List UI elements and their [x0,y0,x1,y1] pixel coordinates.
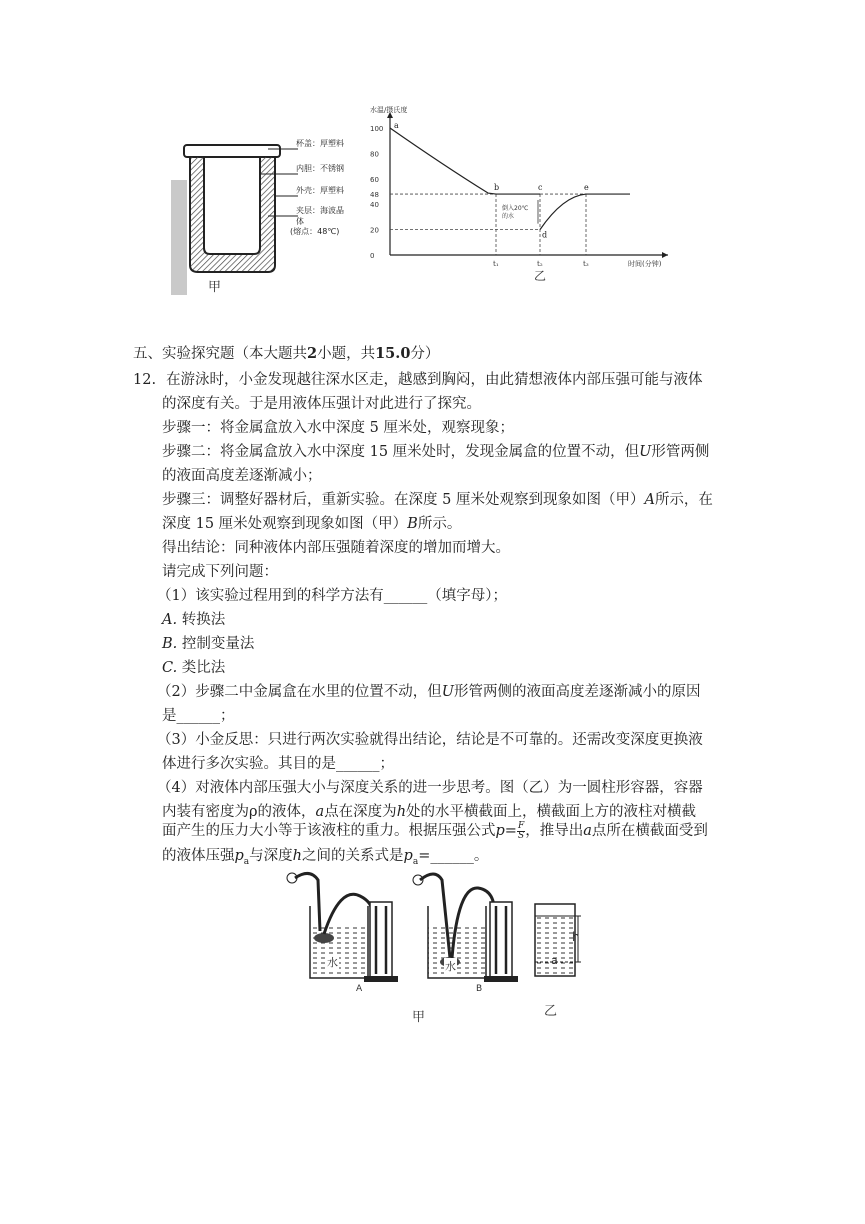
prompt: 请完成下列问题： [162,564,278,580]
annotation-line2: 的水 [502,213,515,221]
section-score: 15.0 [375,345,411,362]
y-tick-label-3: 48 [370,191,379,200]
curve-ab [390,128,496,194]
sub-question-4-line4: 的液体压强$p_a$与深度h之间的关系式是$p_a=\_\_\_\_\_\_$。 [162,848,489,867]
label-shell-material: 厚塑料 [320,186,344,195]
conclusion: 得出结论：同种液体内部压强随着深度的增加而增大。 [162,540,510,556]
option-b: B. 控制变量法 [162,636,255,652]
apparatus-b [413,874,518,982]
label-lid-material: 厚塑料 [320,139,344,148]
question-intro-line2: 的深度有关。于是用液体压强计对此进行了探究。 [162,396,481,412]
temperature-chart [368,100,698,285]
label-layer-material: 海波晶体 [296,206,344,226]
sub-question-1: （1）该实验过程用到的科学方法有______（填字母）； [157,588,507,604]
label-inner-material: 不锈钢 [320,164,344,173]
point-label-d: d [542,230,548,240]
step2-line2: 的液面高度差逐渐减小； [162,468,322,484]
step1: 步骤一：将金属盒放入水中深度 5 厘米处，观察现象； [162,420,514,436]
step2-line1: 步骤二：将金属盒放入水中深度 15 厘米处时，发现金属盒的位置不动，但U形管两侧 [162,444,710,460]
figure-bottom-jia-label: 甲 [412,1010,426,1025]
water-label-a: 水 [327,956,338,969]
sub-question-4-line2: 内装有密度为ρ的液体，a点在深度为h处的水平横截面上，横截面上方的液柱对横截 [162,804,697,820]
sub-question-3-line2: 体进行多次实验。其目的是______； [162,756,394,772]
point-label-a: a [394,121,399,130]
y-tick-label-6: 0 [370,252,375,260]
point-label-b: b [494,183,500,193]
question-number: 12. [133,372,157,388]
photo-shading [171,180,187,295]
option-a: A. 转换法 [162,612,226,628]
figure-jia-thermos: 杯盖：厚塑料 内胆：不锈钢 外壳：厚塑料 夹层：海波晶体 (熔点：48℃) 甲 [168,130,348,300]
figure-yi-label: 乙 [534,269,547,283]
y-tick-label-1: 80 [370,150,379,159]
x-tick-label-1: t₂ [537,260,543,268]
cup-lid [184,145,280,157]
y-tick-label-2: 60 [370,175,379,184]
sub-question-3-line1: （3）小金反思：只进行两次实验就得出结论，结论是不可靠的。还需改变深度更换液 [157,732,703,748]
inner-container [204,157,260,254]
question-intro-line1: 12. 在游泳时，小金发现越往深水区走，越感到胸闷，由此猜想液体内部压强可能与液体 [133,372,703,388]
step3-line2: 深度 15 厘米处观察到现象如图（甲）B所示。 [162,516,462,532]
water-label-b: 水 [445,960,456,973]
y-axis-title: 水温/摄氏度 [370,106,408,114]
sub-question-4-line3: 面产生的压力大小等于该液柱的重力。根据压强公式p= $\frac{F}{S}$ ，推导出a点所在横截面受到 [162,820,708,841]
section-count: 2 [307,345,318,362]
y-tick-label-5: 20 [370,226,379,235]
x-axis-arrow [662,252,668,258]
label-point-a: a [551,954,558,967]
label-a: A [356,984,363,994]
x-tick-label-2: t₃ [583,260,589,268]
figure-bottom [280,866,590,1026]
sub-question-2-line1: （2）步骤二中金属盒在水里的位置不动，但U形管两侧的液面高度差逐渐减小的原因 [157,684,701,700]
label-layer: 夹层 [296,206,312,215]
label-b: B [476,984,483,994]
step3-line1: 步骤三：调整好器材后，重新实验。在深度 5 厘米处观察到现象如图（甲）A所示，在 [162,492,713,508]
section-heading: 五、实验探究题（本大题共2小题，共15.0分） [133,345,440,362]
figure-yi-graph [368,100,698,285]
label-lid: 杯盖 [296,139,312,148]
option-c: C. 类比法 [162,660,226,676]
figure-jia-label: 甲 [208,280,222,295]
pressure-fraction: $\frac{F}{S}$ [517,820,525,841]
y-tick-label-4: 40 [370,201,379,210]
label-melting-point: (熔点：48℃) [290,227,340,236]
label-h: h [572,930,580,944]
annotation-line1: 倒入20℃ [502,205,529,213]
x-axis-title: 时间(分钟) [628,260,662,268]
sub-question-2-line2: 是______； [162,708,235,724]
curve-de [540,194,586,230]
figure-bottom-yi-label: 乙 [544,1004,558,1019]
x-tick-label-0: t₁ [493,260,499,268]
point-label-c: c [538,183,543,193]
y-tick-label-0: 100 [370,125,384,133]
label-shell: 外壳 [296,186,312,195]
label-inner: 内胆 [296,164,312,173]
point-label-e: e [584,183,589,193]
sub-question-4-line1: （4）对液体内部压强大小与深度关系的进一步思考。图（乙）为一圆柱形容器，容器 [157,780,703,796]
apparatus-a [287,873,398,982]
